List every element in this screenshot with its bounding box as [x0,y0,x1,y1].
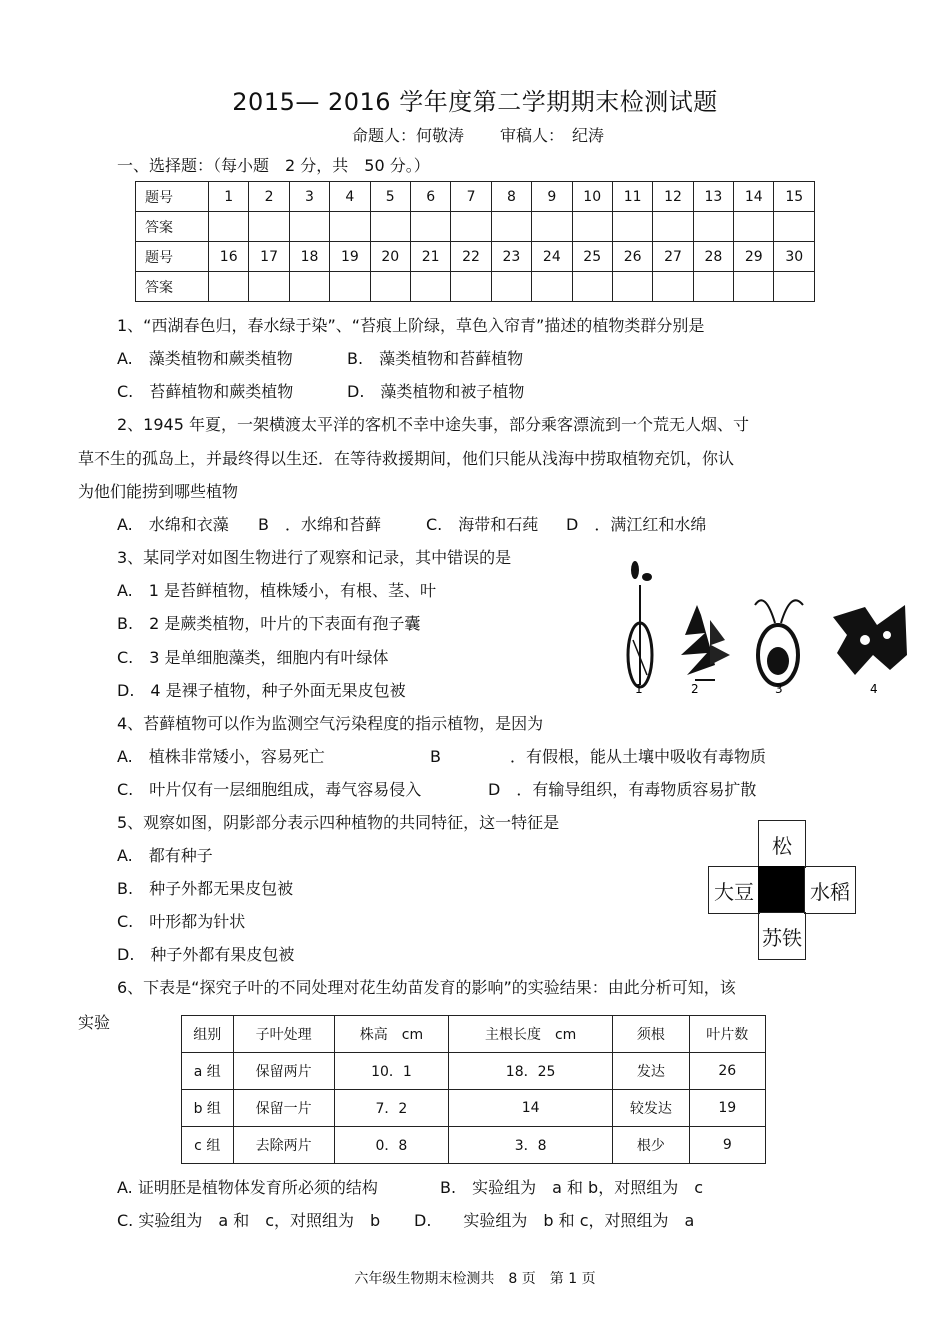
q2-line1: 2、1945 年夏，一架横渡太平洋的客机不幸中途失事，部分乘客漂流到一个荒无人烟、寸 [117,415,749,434]
answer-cell [734,212,774,242]
venn-right: 水稻 [804,866,856,914]
q2-line2: 草不生的孤岛上，并最终得以生还．在等待救援期间，他们只能从浅海中捞取植物充饥，你认 [78,449,735,468]
q5-option-b: B. 种子外都无果皮包被 [117,879,294,898]
question-number-cell: 5 [370,182,410,212]
page-footer: 六年级生物期末检测共 8 页 第 1 页 [354,1271,596,1287]
question-number-cell: 28 [693,242,733,272]
question-number-cell: 11 [612,182,652,212]
question-number-cell: 29 [734,242,774,272]
row-label: 答案 [136,212,209,242]
q1-option-c: C. 苔藓植物和蕨类植物 [117,382,294,401]
question-number-cell: 23 [491,242,531,272]
question-number-cell: 17 [249,242,289,272]
answer-cell [693,212,733,242]
q1-stem: 1、“西湖春色归，春水绿于染”、“苔痕上阶绿，草色入帘青”描述的植物类群分别是 [117,316,705,335]
table-cell: 14 [449,1090,613,1127]
reviewer: 审稿人： 纪涛 [500,126,605,145]
question-number-cell: 1 [209,182,249,212]
question-number-cell: 19 [330,242,370,272]
answer-cell [370,272,410,302]
q3-option-b: B. 2 是蕨类植物，叶片的下表面有孢子囊 [117,614,421,633]
moss-illustration [628,561,652,687]
table-cell: 较发达 [613,1090,689,1127]
q5-option-c: C. 叶形都为针状 [117,912,246,931]
question-number-cell: 21 [410,242,450,272]
q6-line2: 实验 [78,1013,111,1032]
table-cell: 0．8 [334,1127,448,1164]
q3-figure [615,555,915,700]
fig-label: 1 [635,682,643,696]
q2-line3: 为他们能捞到哪些植物 [78,482,239,501]
question-number-cell: 16 [209,242,249,272]
fig-label: 3 [775,682,783,696]
answer-cell [330,272,370,302]
table-header-cell: 叶片数 [689,1016,765,1053]
answer-cell [410,272,450,302]
experiment-table [181,1015,766,1164]
q4-stem: 4、苔藓植物可以作为监测空气污染程度的指示植物，是因为 [117,714,544,733]
fig-label: 4 [870,682,878,696]
q1-option-b: B. 藻类植物和苔藓植物 [347,349,524,368]
answer-cell [209,272,249,302]
table-header-cell: 须根 [613,1016,689,1053]
table-row [182,1090,766,1127]
q2-option-c: C. 海带和石莼 [426,515,539,534]
answer-cell [330,212,370,242]
table-cell: 9 [689,1127,765,1164]
table-cell: 根少 [613,1127,689,1164]
question-number-cell: 9 [532,182,572,212]
table-header-cell: 组别 [182,1016,234,1053]
q6-line1: 6、下表是“探究子叶的不同处理对花生幼苗发育的影响”的实验结果：由此分析可知，该 [117,978,736,997]
conifer-illustration [833,605,907,675]
q6-option-c: C. 实验组为 a 和 c，对照组为 b [117,1211,381,1230]
question-number-cell: 25 [572,242,612,272]
q2-option-d: D ．满江红和水绵 [566,515,707,534]
answer-cell [491,272,531,302]
question-number-cell: 4 [330,182,370,212]
table-cell: 7．2 [334,1090,448,1127]
answer-table [135,181,815,302]
answer-cell [572,272,612,302]
question-number-cell: 22 [451,242,491,272]
fig-label: 2 [691,682,699,696]
table-cell: 去除两片 [233,1127,334,1164]
answer-cell [734,272,774,302]
q2-option-a: A. 水绵和衣藻 [117,515,229,534]
answer-cell [612,272,652,302]
answer-cell [289,272,329,302]
q4-option-b-letter: B [430,747,441,766]
table-row [182,1053,766,1090]
question-number-cell: 14 [734,182,774,212]
chlamydomonas-illustration [755,600,803,685]
table-cell: 3．8 [449,1127,613,1164]
question-number-cell: 12 [653,182,693,212]
question-number-cell: 15 [774,182,815,212]
answer-cell [612,212,652,242]
question-number-cell: 27 [653,242,693,272]
question-number-cell: 3 [289,182,329,212]
answer-cell [410,212,450,242]
table-cell: 保留一片 [233,1090,334,1127]
answer-cell [370,212,410,242]
answer-cell [491,212,531,242]
answer-cell [532,272,572,302]
question-number-cell: 20 [370,242,410,272]
table-cell: 10．1 [334,1053,448,1090]
q4-option-a: A. 植株非常矮小，容易死亡 [117,747,325,766]
page-title: 2015— 2016 学年度第二学期期末检测试题 [232,88,718,116]
q3-option-c: C. 3 是单细胞藻类，细胞内有叶绿体 [117,648,389,667]
q3-option-d: D. 4 是裸子植物，种子外面无果皮包被 [117,681,406,700]
question-number-cell: 6 [410,182,450,212]
answer-cell [289,212,329,242]
question-number-cell: 7 [451,182,491,212]
question-number-cell: 13 [693,182,733,212]
q4-option-c: C. 叶片仅有一层细胞组成，毒气容易侵入 [117,780,422,799]
fern-illustration [681,605,730,680]
row-label: 题号 [136,242,209,272]
q2-option-b: B ．水绵和苔藓 [258,515,381,534]
answer-cell [774,272,815,302]
q4-option-b: ．有假根，能从土壤中吸收有毒物质 [510,747,767,766]
venn-bottom: 苏铁 [758,912,806,960]
question-number-cell: 18 [289,242,329,272]
setter: 命题人：何敬涛 [352,126,465,145]
row-label: 答案 [136,272,209,302]
section-heading: 一、选择题：（每小题 2 分，共 50 分。） [117,156,430,175]
venn-left: 大豆 [708,866,760,914]
answer-cell [774,212,815,242]
table-header-cell: 子叶处理 [233,1016,334,1053]
row-label: 题号 [136,182,209,212]
table-cell: 19 [689,1090,765,1127]
answer-cell [653,272,693,302]
q6-option-a: A. 证明胚是植物体发育所必须的结构 [117,1178,378,1197]
table-cell: a 组 [182,1053,234,1090]
question-number-cell: 24 [532,242,572,272]
answer-cell [209,212,249,242]
table-cell: c 组 [182,1127,234,1164]
q5-option-a: A. 都有种子 [117,846,213,865]
answer-cell [572,212,612,242]
q4-option-d: D ．有输导组织，有毒物质容易扩散 [488,780,757,799]
answer-cell [451,272,491,302]
question-number-cell: 30 [774,242,815,272]
table-header-cell: 株高 cm [334,1016,448,1053]
q1-option-a: A. 藻类植物和蕨类植物 [117,349,293,368]
question-number-cell: 2 [249,182,289,212]
table-cell: 18．25 [449,1053,613,1090]
question-number-cell: 10 [572,182,612,212]
answer-cell [451,212,491,242]
answer-cell [249,272,289,302]
answer-cell [532,212,572,242]
answer-cell [693,272,733,302]
table-header-cell: 主根长度 cm [449,1016,613,1053]
authors [352,123,640,146]
question-number-cell: 26 [612,242,652,272]
q3-stem: 3、某同学对如图生物进行了观察和记录，其中错误的是 [117,548,512,567]
q5-option-d: D. 种子外都有果皮包被 [117,945,295,964]
answer-cell [249,212,289,242]
table-row [182,1127,766,1164]
venn-top: 松 [758,820,806,868]
question-number-cell: 8 [491,182,531,212]
table-cell: 保留两片 [233,1053,334,1090]
table-cell: 26 [689,1053,765,1090]
q6-option-d: D. 实验组为 b 和 c，对照组为 a [414,1211,695,1230]
q5-stem: 5、观察如图，阴影部分表示四种植物的共同特征，这一特征是 [117,813,560,832]
q3-option-a: A. 1 是苔鲜植物，植株矮小，有根、茎、叶 [117,581,437,600]
answer-cell [653,212,693,242]
venn-shaded-center [758,866,805,913]
table-cell: b 组 [182,1090,234,1127]
table-cell: 发达 [613,1053,689,1090]
q1-option-d: D. 藻类植物和被子植物 [347,382,525,401]
q6-option-b: B. 实验组为 a 和 b，对照组为 c [440,1178,703,1197]
